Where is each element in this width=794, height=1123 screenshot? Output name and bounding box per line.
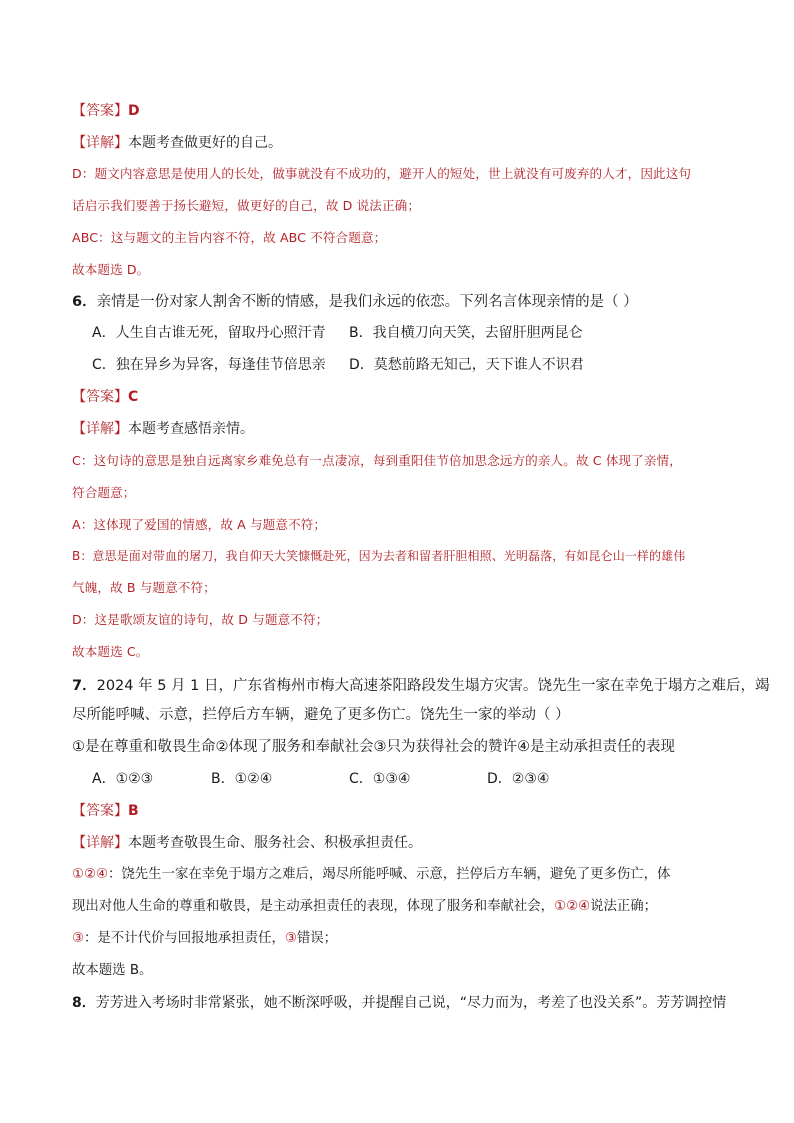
explanation-line: B：意思是面对带血的屠刀，我自仰天大笑慷慨赴死，因为去者和留者肝胆相照、光明磊落，有如昆仑山一样的雄伟 — [72, 549, 686, 563]
conclusion-line: 故本题选 C。 — [72, 644, 149, 659]
explanation-line: 气魄，故 B 与题意不符； — [72, 580, 216, 595]
conclusion-line: 故本题选 D。 — [72, 262, 150, 277]
question-stem — [72, 676, 770, 696]
explanation-line — [72, 865, 670, 885]
answer-value: D — [128, 103, 140, 119]
option-d: D．②③④ — [487, 771, 550, 787]
detail-text: 本题考查做更好的自己。 — [128, 135, 282, 151]
detail-text: 本题考查感悟亲情。 — [128, 421, 254, 437]
answer-value: B — [128, 803, 139, 819]
answer-line — [72, 101, 140, 121]
option-b: B．我自横刀向天笑，去留肝胆两昆仑 — [349, 325, 583, 341]
explanation-line: 符合题意； — [72, 485, 136, 500]
answer-tag: 【答案】 — [72, 103, 128, 119]
question-text: 芳芳进入考场时非常紧张，她不断深呼吸，并提醒自己说，“尽力而为，考差了也没关系”。芳芳调控情 — [95, 995, 727, 1011]
explanation-tail: 错误； — [296, 931, 338, 946]
question-text: 2024 年 5 月 1 日，广东省梅州市梅大高速茶阳路段发生塌方灾害。饶先生一家在幸免于塌方之难后，竭 — [96, 678, 770, 694]
detail-line — [72, 133, 282, 153]
option-c: C．独在异乡为异客，每逢佳节倍思亲 — [92, 357, 326, 373]
explanation-text: ：是不计代价与回报地承担责任， — [84, 931, 285, 946]
explanation-text: ：饶先生一家在幸免于塌方之难后，竭尽所能呼喊、示意，拦停后方车辆，避免了更多伤亡，体 — [108, 867, 671, 882]
option-a: A．人生自古谁无死，留取丹心照汗青 — [92, 325, 326, 341]
answer-tag: 【答案】 — [72, 389, 128, 405]
answer-tag: 【答案】 — [72, 803, 128, 819]
option-d: D．莫愁前路无知己，天下谁人不识君 — [349, 357, 584, 373]
question-number: 8． — [72, 995, 96, 1011]
explanation-line: D：这是歌颂友谊的诗句，故 D 与题意不符； — [72, 612, 329, 627]
detail-tag: 【详解】 — [72, 421, 128, 437]
question-stem — [72, 292, 638, 312]
explanation-line: C：这句诗的意思是独自远离家乡难免总有一点凄凉，每到重阳佳节倍加思念远方的亲人。故 C 体现了亲情， — [72, 453, 682, 468]
detail-line — [72, 833, 422, 853]
option-a: A．①②③ — [92, 771, 154, 787]
option-b: B．①②④ — [211, 771, 273, 787]
explanation-text: 现出对他人生命的尊重和敬畏，是主动承担责任的表现，体现了服务和奉献社会， — [72, 899, 555, 914]
statement-marks: ③ — [284, 931, 297, 946]
detail-tag: 【详解】 — [72, 135, 128, 151]
explanation-line: ABC：这与题文的主旨内容不符，故 ABC 不符合题意； — [72, 230, 387, 245]
answer-value: C — [128, 389, 139, 405]
explanation-line: 话启示我们要善于扬长避短，做更好的自己，故 D 说法正确； — [72, 198, 421, 213]
statement-marks: ①②④ — [72, 867, 109, 882]
question-number: 6． — [72, 294, 97, 310]
question-stem — [72, 993, 726, 1013]
answer-line — [72, 387, 138, 407]
question-text: 亲情是一份对家人割舍不断的情感，是我们永远的依恋。下列名言体现亲情的是（ ） — [96, 294, 638, 310]
question-number: 7． — [72, 678, 97, 694]
option-c: C．①③④ — [349, 771, 411, 787]
detail-tag: 【详解】 — [72, 835, 128, 851]
question-stem-continued: 尽所能呼喊、示意，拦停后方车辆，避免了更多伤亡。饶先生一家的举动（ ） — [72, 707, 570, 723]
explanation-line — [72, 897, 657, 917]
conclusion-line: 故本题选 B。 — [72, 963, 153, 978]
detail-line — [72, 419, 254, 439]
explanation-line — [72, 929, 337, 949]
statement-marks: ①②④ — [554, 899, 591, 914]
explanation-line: A：这体现了爱国的情感，故 A 与题意不符； — [72, 517, 327, 532]
detail-text: 本题考查敬畏生命、服务社会、积极承担责任。 — [128, 835, 422, 851]
statement-marks: ③ — [72, 931, 85, 946]
explanation-tail: 说法正确； — [590, 899, 658, 914]
explanation-line: D：题文内容意思是使用人的长处，做事就没有不成功的，避开人的短处，世上就没有可废弃的人才，因此这句 — [72, 166, 692, 181]
answer-line — [72, 801, 139, 821]
question-statements: ①是在尊重和敬畏生命②体现了服务和奉献社会③只为获得社会的赞许④是主动承担责任的表现 — [72, 739, 675, 755]
